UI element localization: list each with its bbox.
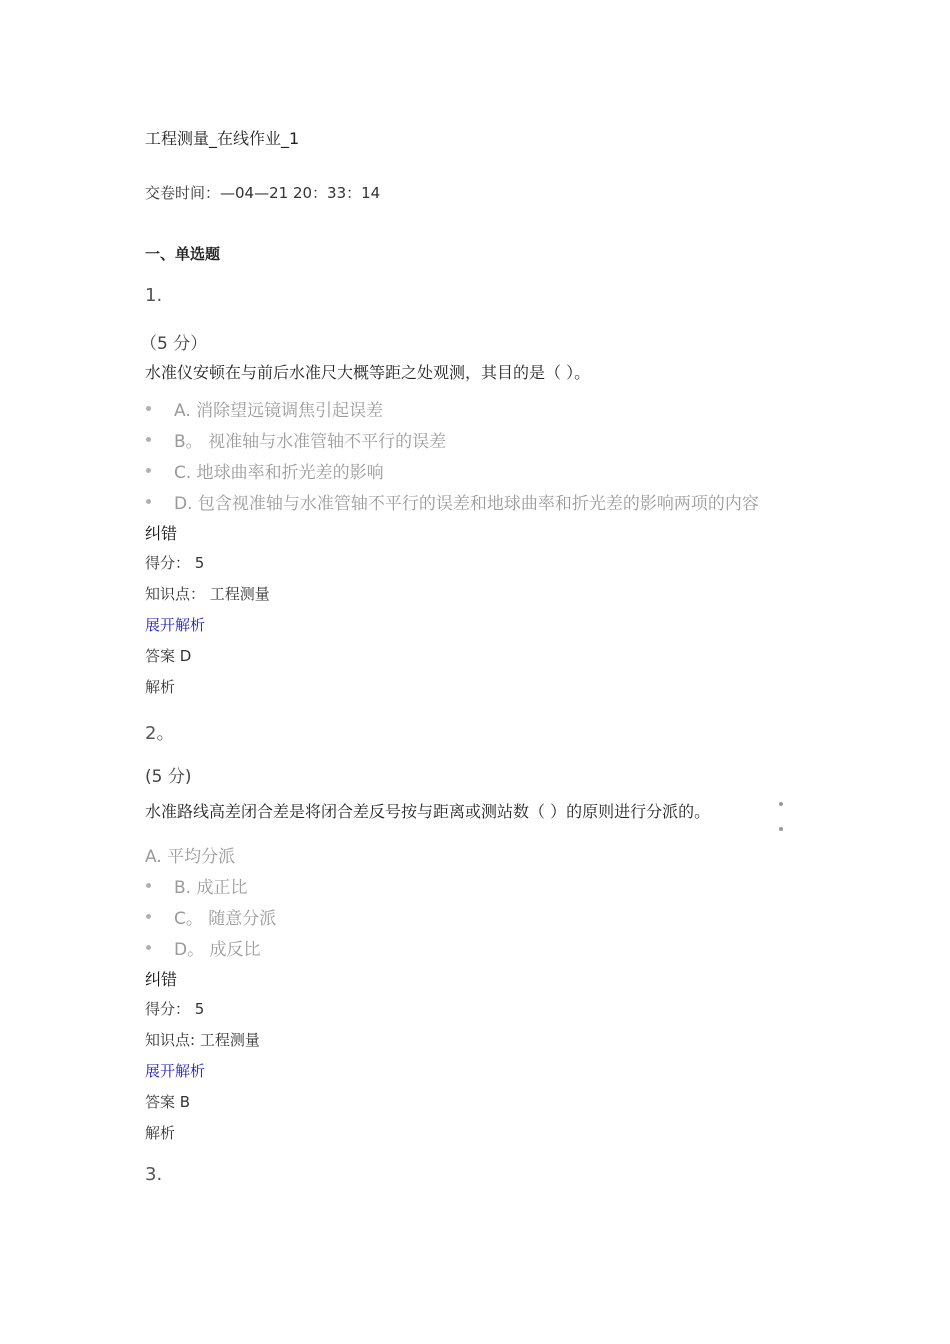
question-number: 2。: [145, 723, 175, 744]
score-text: 得分： 5: [145, 1000, 205, 1018]
option-label: D。 成反比: [174, 940, 261, 960]
side-dot-icon: [779, 802, 783, 806]
analysis-label: 解析: [145, 1124, 176, 1142]
page-title: 工程测量_在线作业_1: [145, 129, 300, 148]
bullet-icon: [146, 499, 151, 504]
bullet-icon: [146, 883, 151, 888]
option-label: A. 平均分派: [145, 847, 236, 867]
question-score: (5 分): [145, 767, 192, 787]
question-stem: 水准仪安顿在与前后水准尺大概等距之处观测，其目的是（ ）。: [145, 363, 591, 382]
question-number: 1.: [145, 285, 163, 306]
option-label: B。 视准轴与水准管轴不平行的误差: [174, 432, 447, 452]
knowledge-point: 知识点: 工程测量: [145, 1031, 260, 1049]
expand-analysis-link[interactable]: 展开解析: [145, 616, 206, 634]
option-label: C。 随意分派: [174, 909, 277, 929]
option-label: C. 地球曲率和折光差的影响: [174, 463, 384, 483]
option-label: D. 包含视准轴与水准管轴不平行的误差和地球曲率和折光差的影响两项的内容: [174, 494, 759, 514]
bullet-icon: [146, 945, 151, 950]
answer-text: 答案 B: [145, 1093, 191, 1111]
correction-link[interactable]: 纠错: [145, 524, 178, 543]
section-heading: 一、单选题: [145, 245, 221, 263]
question-score: （5 分）: [140, 334, 208, 354]
bullet-icon: [146, 437, 151, 442]
answer-text: 答案 D: [145, 647, 192, 665]
knowledge-point: 知识点： 工程测量: [145, 585, 270, 603]
bullet-icon: [146, 468, 151, 473]
side-dot-icon: [779, 827, 783, 831]
question-stem: 水准路线高差闭合差是将闭合差反号按与距离或测站数（ ）的原则进行分派的。: [145, 802, 711, 821]
expand-analysis-link[interactable]: 展开解析: [145, 1062, 206, 1080]
correction-link[interactable]: 纠错: [145, 970, 178, 989]
analysis-label: 解析: [145, 678, 176, 696]
score-text: 得分： 5: [145, 554, 205, 572]
submit-time: 交卷时间：—04—21 20：33：14: [145, 184, 381, 202]
question-number: 3.: [145, 1164, 163, 1185]
bullet-icon: [146, 914, 151, 919]
option-label: A. 消除望远镜调焦引起误差: [174, 401, 384, 421]
bullet-icon: [146, 406, 151, 411]
option-label: B. 成正比: [174, 878, 248, 898]
